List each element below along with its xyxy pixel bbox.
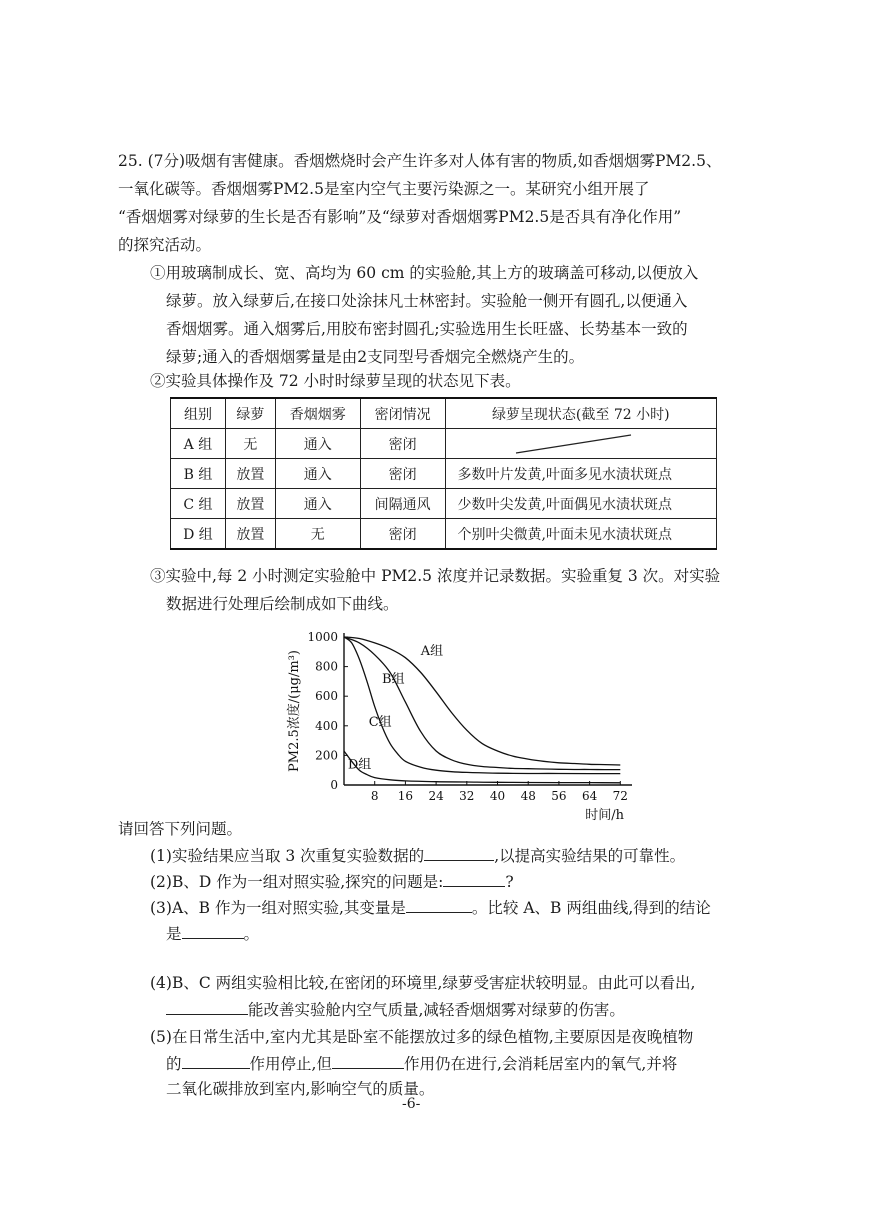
question-score: (7分) (147, 152, 186, 170)
sub-question-1: (1)实验结果应当取 3 次重复实验数据的 ,以提高实验结果的可靠性。 (150, 844, 685, 867)
table-cell: 密闭 (360, 459, 445, 489)
answer-blank[interactable] (182, 922, 244, 939)
step1-line: 绿萝。放入绿萝后,在接口处涂抹凡士林密封。实验舱一侧开有圆孔,以便通入 (166, 292, 688, 310)
table-cell: 个别叶尖微黄,叶面未见水渍状斑点 (445, 519, 716, 550)
series-label: A组 (420, 643, 444, 659)
page-number: -6- (402, 1096, 421, 1112)
table-cell: 间隔通风 (360, 489, 445, 519)
table-header-cell: 密闭情况 (360, 398, 445, 429)
answer-blank[interactable] (166, 998, 248, 1015)
series-line-3 (344, 637, 620, 774)
x-axis-label: 时间/h (585, 808, 624, 823)
sub-question-5: (5)在日常生活中,室内尤其是卧室不能摆放过多的绿色植物,主要原因是夜晚植物 (150, 1028, 694, 1046)
experiment-table (170, 397, 717, 550)
x-tick-label: 40 (489, 789, 506, 803)
answer-blank[interactable] (406, 896, 472, 913)
series-label: B组 (382, 671, 405, 687)
table-row (171, 519, 717, 550)
step3-line: ③实验中,每 2 小时测定实验舱中 PM2.5 浓度并记录数据。实验重复 3 次。对实验 (150, 567, 721, 585)
x-tick-label: 72 (612, 789, 628, 803)
answer-prompt: 请回答下列问题。 (118, 820, 243, 838)
x-tick-label: 48 (520, 789, 536, 803)
y-tick-label: 800 (315, 659, 338, 674)
series-line-1 (344, 637, 620, 765)
table-cell: 通入 (275, 459, 360, 489)
table-cell: 通入 (275, 429, 360, 459)
sub-question-2: (2)B、D 作为一组对照实验,探究的问题是: ? (150, 870, 514, 893)
question-intro-line: 一氧化碳等。香烟烟雾PM2.5是室内空气主要污染源之一。某研究小组开展了 (118, 180, 650, 198)
pm25-line-chart (278, 625, 638, 825)
series-label: C组 (368, 714, 392, 730)
table-row (171, 489, 717, 519)
y-tick-label: 600 (315, 689, 338, 704)
table-header-cell: 香烟烟雾 (275, 398, 360, 429)
x-tick-label: 24 (428, 789, 444, 803)
table-cell: 多数叶片发黄,叶面多见水渍状斑点 (445, 459, 716, 489)
step1-line: 绿萝;通入的香烟烟雾量是由2支同型号香烟完全燃烧产生的。 (166, 348, 585, 366)
table-cell: 密闭 (360, 519, 445, 550)
table-header-cell: 绿萝 (225, 398, 275, 429)
table-header-row (171, 398, 717, 429)
x-tick-label: 16 (397, 789, 414, 803)
table-cell: C 组 (171, 489, 226, 519)
table-cell: 放置 (225, 459, 275, 489)
series-label: D组 (347, 757, 372, 773)
table-cell: 放置 (225, 519, 275, 550)
table-cell: 无 (275, 519, 360, 550)
y-tick-label: 1000 (307, 630, 338, 644)
question-intro-line: 25. (7分)吸烟有害健康。香烟燃烧时会产生许多对人体有害的物质,如香烟烟雾PM2.5、 (118, 152, 722, 170)
table-cell: 放置 (225, 489, 275, 519)
step2-line: ②实验具体操作及 72 小时时绿萝呈现的状态见下表。 (150, 372, 521, 390)
table-header-cell: 绿萝呈现状态(截至 72 小时) (445, 398, 716, 429)
sub-question-5-cont: 的 作用停止,但 作用仍在进行,会消耗居室内的氧气,并将 (166, 1052, 677, 1075)
answer-blank[interactable] (182, 1052, 250, 1069)
table-cell: 密闭 (360, 429, 445, 459)
question-intro-line: 的探究活动。 (118, 236, 212, 254)
table-cell-slash (445, 429, 716, 459)
sub-question-4-cont: 能改善实验舱内空气质量,减轻香烟烟雾对绿萝的伤害。 (166, 998, 625, 1021)
y-tick-label: 200 (315, 748, 338, 763)
step1-line: 香烟烟雾。通入烟雾后,用胶布密封圆孔;实验选用生长旺盛、长势基本一致的 (166, 320, 688, 338)
table-cell: 少数叶尖发黄,叶面偶见水渍状斑点 (445, 489, 716, 519)
table-cell: 通入 (275, 489, 360, 519)
sub-question-3-cont: 是 。 (166, 922, 259, 945)
sub-question-4: (4)B、C 两组实验相比较,在密闭的环境里,绿萝受害症状较明显。由此可以看出, (150, 974, 696, 992)
table-cell: D 组 (171, 519, 226, 550)
question-number: 25. (118, 152, 143, 170)
table-row (171, 459, 717, 489)
table-cell: B 组 (171, 459, 226, 489)
table-cell: 无 (225, 429, 275, 459)
table-header-cell: 组别 (171, 398, 226, 429)
y-axis-label: PM2.5浓度/(μg/m³) (287, 650, 302, 772)
table-row (171, 429, 717, 459)
answer-blank[interactable] (332, 1052, 404, 1069)
x-tick-label: 56 (551, 789, 567, 803)
y-tick-label: 400 (315, 718, 338, 733)
step1-line: ①用玻璃制成长、宽、高均为 60 cm 的实验舱,其上方的玻璃盖可移动,以便放入 (150, 264, 699, 282)
y-tick-label: 0 (330, 778, 338, 792)
answer-blank[interactable] (443, 870, 505, 887)
sub-question-3: (3)A、B 作为一组对照实验,其变量是 。比较 A、B 两组曲线,得到的结论 (150, 896, 711, 919)
x-tick-label: 32 (459, 789, 475, 803)
x-tick-label: 64 (581, 789, 598, 803)
sub-question-5-cont: 二氧化碳排放到室内,影响空气的质量。 (166, 1080, 435, 1098)
table-cell: A 组 (171, 429, 226, 459)
series-line-2 (344, 637, 620, 770)
diagonal-slash-icon (446, 429, 716, 458)
question-intro-line: “香烟烟雾对绿萝的生长是否有影响”及“绿萝对香烟烟雾PM2.5是否具有净化作用” (118, 208, 682, 226)
answer-blank[interactable] (424, 844, 494, 861)
step3-line: 数据进行处理后绘制成如下曲线。 (166, 595, 399, 613)
x-tick-label: 8 (370, 789, 379, 803)
